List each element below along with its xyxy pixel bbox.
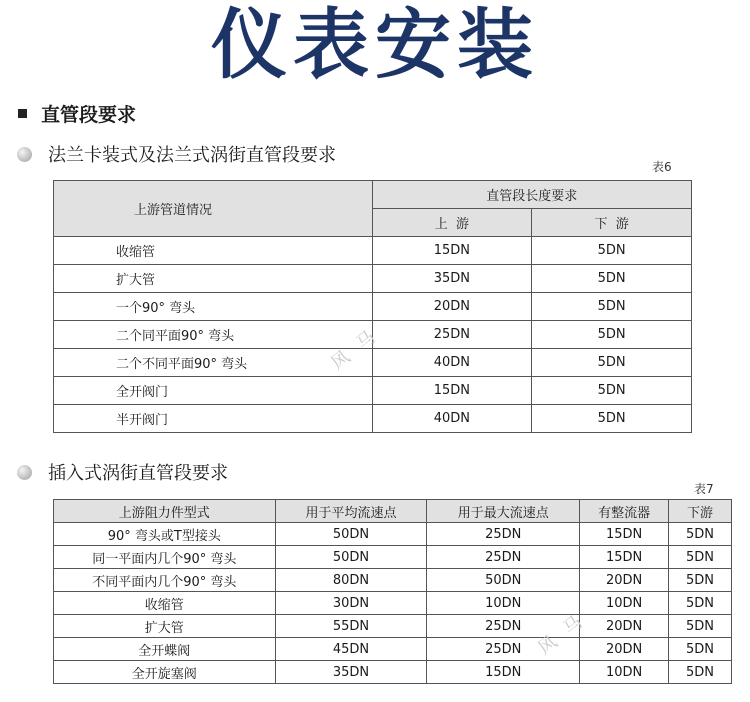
downstream-value: 5DN <box>532 265 692 293</box>
upstream-value: 15DN <box>372 237 532 265</box>
subheading-flange <box>17 141 336 167</box>
downstream-value: 5DN <box>532 321 692 349</box>
table-row <box>54 592 732 615</box>
average-velocity-point-cell: 35DN <box>275 661 427 684</box>
with-flow-conditioner-cell: 20DN <box>580 638 669 661</box>
downstream-value: 5DN <box>532 405 692 433</box>
table-row <box>54 265 692 293</box>
max-velocity-point-cell: 25DN <box>427 638 580 661</box>
upstream-value: 25DN <box>372 321 532 349</box>
max-velocity-point-cell: 10DN <box>427 592 580 615</box>
table6-header-upstream: 上 游 <box>372 209 532 237</box>
downstream-cell: 5DN <box>669 592 732 615</box>
bullet-square-icon <box>18 109 27 118</box>
upstream-fitting-cell: 90° 弯头或T型接头 <box>54 523 276 546</box>
row-label: 扩大管 <box>54 265 373 293</box>
downstream-value: 5DN <box>532 349 692 377</box>
row-label: 一个90° 弯头 <box>54 293 373 321</box>
table-row <box>54 638 732 661</box>
downstream-cell: 5DN <box>669 569 732 592</box>
upstream-fitting-cell: 不同平面内几个90° 弯头 <box>54 569 276 592</box>
table-row <box>54 661 732 684</box>
table7-header-with-flow-conditioner: 有整流器 <box>580 500 669 523</box>
downstream-cell: 5DN <box>669 523 732 546</box>
with-flow-conditioner-cell: 15DN <box>580 523 669 546</box>
section-heading <box>18 100 136 127</box>
average-velocity-point-cell: 50DN <box>275 546 427 569</box>
table7-header-downstream: 下游 <box>669 500 732 523</box>
average-velocity-point-cell: 50DN <box>275 523 427 546</box>
upstream-value: 15DN <box>372 377 532 405</box>
row-label: 收缩管 <box>54 237 373 265</box>
upstream-fitting-cell: 全开蝶阀 <box>54 638 276 661</box>
upstream-fitting-cell: 扩大管 <box>54 615 276 638</box>
max-velocity-point-cell: 25DN <box>427 615 580 638</box>
upstream-value: 35DN <box>372 265 532 293</box>
average-velocity-point-cell: 80DN <box>275 569 427 592</box>
downstream-cell: 5DN <box>669 638 732 661</box>
table-row <box>54 546 732 569</box>
table-row <box>54 237 692 265</box>
page-title: 仪表安装 <box>211 0 539 89</box>
table7-body <box>54 523 732 684</box>
table6-header-length-requirement: 直管段长度要求 <box>372 181 691 209</box>
downstream-value: 5DN <box>532 377 692 405</box>
table7-header-average-velocity-point: 用于平均流速点 <box>275 500 427 523</box>
row-label: 二个同平面90° 弯头 <box>54 321 373 349</box>
table-6 <box>53 180 692 433</box>
with-flow-conditioner-cell: 20DN <box>580 615 669 638</box>
table-row <box>54 293 692 321</box>
bullet-circle-icon <box>17 465 32 480</box>
row-label: 全开阀门 <box>54 377 373 405</box>
row-label: 半开阀门 <box>54 405 373 433</box>
upstream-fitting-cell: 收缩管 <box>54 592 276 615</box>
table-row <box>54 321 692 349</box>
watermark: 风马 <box>327 318 391 375</box>
upstream-value: 40DN <box>372 349 532 377</box>
downstream-cell: 5DN <box>669 615 732 638</box>
downstream-cell: 5DN <box>669 661 732 684</box>
with-flow-conditioner-cell: 10DN <box>580 661 669 684</box>
max-velocity-point-cell: 50DN <box>427 569 580 592</box>
table6-header-downstream: 下 游 <box>532 209 692 237</box>
table7-header-upstream-fitting: 上游阻力件型式 <box>54 500 276 523</box>
table7-header-max-velocity-point: 用于最大流速点 <box>427 500 580 523</box>
downstream-value: 5DN <box>532 237 692 265</box>
average-velocity-point-cell: 55DN <box>275 615 427 638</box>
table7-header-row <box>54 500 732 523</box>
average-velocity-point-cell: 45DN <box>275 638 427 661</box>
with-flow-conditioner-cell: 10DN <box>580 592 669 615</box>
average-velocity-point-cell: 30DN <box>275 592 427 615</box>
table-row <box>54 349 692 377</box>
downstream-value: 5DN <box>532 293 692 321</box>
bullet-circle-icon <box>17 147 32 162</box>
upstream-value: 40DN <box>372 405 532 433</box>
max-velocity-point-cell: 25DN <box>427 546 580 569</box>
upstream-fitting-cell: 全开旋塞阀 <box>54 661 276 684</box>
max-velocity-point-cell: 25DN <box>427 523 580 546</box>
upstream-value: 20DN <box>372 293 532 321</box>
subheading-insertion <box>17 459 228 485</box>
watermark: 风马 <box>534 603 598 660</box>
table6-header-upstream-condition: 上游管道情况 <box>54 181 373 237</box>
table-row <box>54 523 732 546</box>
table6-number: 表6 <box>652 160 672 174</box>
table7-number: 表7 <box>694 482 714 496</box>
with-flow-conditioner-cell: 20DN <box>580 569 669 592</box>
table-row <box>54 377 692 405</box>
table-row <box>54 569 732 592</box>
max-velocity-point-cell: 15DN <box>427 661 580 684</box>
row-label: 二个不同平面90° 弯头 <box>54 349 373 377</box>
table-7 <box>53 499 732 684</box>
section-heading-text: 直管段要求 <box>41 104 137 126</box>
table6-body <box>54 237 692 433</box>
subheading-insertion-text: 插入式涡街直管段要求 <box>48 463 228 484</box>
table-row <box>54 615 732 638</box>
table-row <box>54 405 692 433</box>
downstream-cell: 5DN <box>669 546 732 569</box>
with-flow-conditioner-cell: 15DN <box>580 546 669 569</box>
upstream-fitting-cell: 同一平面内几个90° 弯头 <box>54 546 276 569</box>
subheading-flange-text: 法兰卡装式及法兰式涡街直管段要求 <box>48 145 336 166</box>
